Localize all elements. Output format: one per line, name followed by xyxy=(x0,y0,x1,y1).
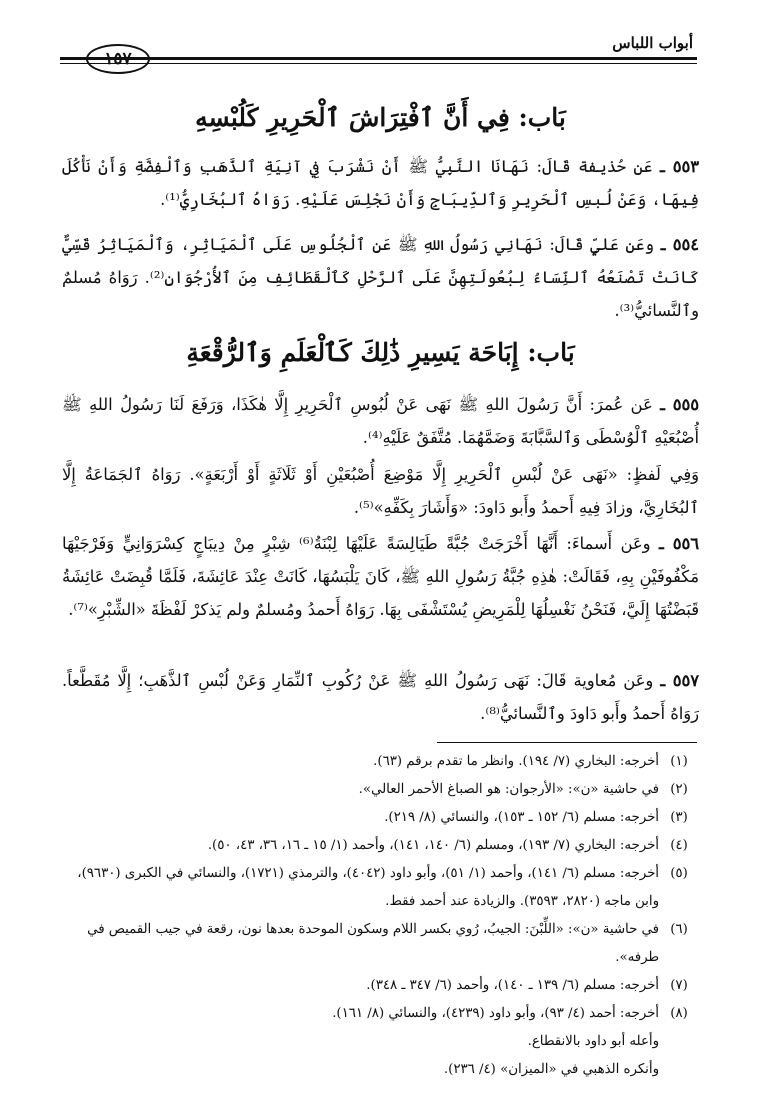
chapter-heading: بَاب: إِبَاحَة يَسِيرِ ذَٰلِكَ كَٱلْعَلَمِ وَٱلرُّقْعَةِ xyxy=(186,338,575,367)
hadith-paragraph xyxy=(62,388,699,454)
hadith-number: ٥٥٥ ـ xyxy=(660,395,699,414)
footnote-continuation: وأنكره الذهبي في «الميزان» (٤/ ٢٣٦). xyxy=(443,1062,659,1077)
footnote-text: أخرجه: البخاري (٧/ ١٩٤). وانظر ما تقدم برقم (٦٣). xyxy=(373,754,659,769)
header-rule-thick xyxy=(60,57,697,60)
hadith-paragraph xyxy=(62,458,699,524)
hadith-paragraph xyxy=(62,527,699,626)
hadith-text: عَن حُذيفة قَالَ: نَهَانَا النَّبِيُّ ﷺ أَنْ نَشْرَبَ فِي آنِيَةِ ٱلذَّهَبِ وَٱلْفِضَّةِ وَأَنْ نَأْكُلَ فِيهَا، وَعَنْ لُبسِ ٱلْحَرِيرِ وَٱلدِّيبَاجِ وَأَنْ نَجْلِسَ عَلَيْهِ. رَوَاهُ ٱلبُخَارِيُّ⁽¹⁾. xyxy=(62,157,699,209)
hadith-paragraph xyxy=(62,150,699,216)
running-title: أبواب اللباس xyxy=(612,34,693,52)
footnote-text: أخرجه: مسلم (٦/ ١٤١)، وأحمد (١/ ٥١)، وأبو داود (٤٠٤٢)، والترمذي (١٧٢١)، والنسائي في الكبرى (٩٦٣٠)، وابن ماجه (٢٨٢٠، ٣٥٩٣). والزيادة عند أحمد فقط. xyxy=(77,866,659,909)
footnote-separator xyxy=(437,742,697,743)
footnote xyxy=(62,1000,699,1028)
footnote-marker: (١) xyxy=(670,754,688,769)
footnote xyxy=(62,804,699,832)
hadith-text: وعَن أَسماءَ: أَنَّهَا أَخْرَجَتْ جُبَّةً طَيَالِسَةً عَلَيْهَا لِبْنَةُ⁽⁶⁾ شِبْرٍ مِنْ دِيبَاجٍ كِسْرَوَانِيٍّ وَفَرْجَيْهَا مَكْفُوفَيْنِ بِهِ، فَقَالَتْ: هٰذِهِ جُبَّةُ رَسُولِ اللهِ ﷺ، كَانَ يَلْبَسُهَا، كَانَتْ عِنْدَ عَائِشَةَ، فَلَمَّا قُبِضَتْ عَائِشَةُ قَبَضْتُهَا إِلَيَّ، فَنَحْنُ نَغْسِلُهَا لِلْمَرِيضِ يُسْتَشْفَى بِهَا. رَوَاهُ أَحمدُ ومُسلمٌ ولم يَذكرْ لَفْظَةَ «الشِّبْرِ»⁽⁷⁾. xyxy=(62,534,699,619)
hadith-number: ٥٥٧ ـ xyxy=(660,671,699,690)
hadith-paragraph xyxy=(62,228,699,327)
hadith-text: عَن عُمرَ: أَنَّ رَسُولَ اللهِ ﷺ نَهَى عَنْ لُبُوسِ ٱلْحَرِيرِ إِلَّا هٰكَذَا، وَرَفَعَ لَنَا رَسُولُ اللهِ ﷺ أُصْبُعَيْهِ ٱلْوُسْطَى وَٱلسَّبَّابَةَ وَضَمَّهُمَا. مُتَّفَقٌ عَلَيْهِ⁽⁴⁾. xyxy=(62,395,699,447)
footnote xyxy=(62,748,699,776)
hadith-text: وعَن عَليٍّ قَالَ: نَهَانِي رَسُولُ اللهِ ﷺ عَنِ ٱلْجُلُوسِ عَلَى ٱلْمَيَاثِرِ، وَٱلْمَيَاثِرُ قَسِّيٌّ كَانَتْ تَصْنَعُهُ ٱلنِّسَاءُ لِبُعُولَتِهِنَّ عَلَى ٱلرَّحْلِ كَٱلْقَطَائِفِ مِنَ ٱلأُرْجُوَانِ⁽²⁾. رَوَاهُ مُسلمٌ وٱلنَّسائيُّ⁽³⁾. xyxy=(62,235,699,320)
footnote-marker: (٣) xyxy=(670,810,688,825)
hadith-number: ٥٥٤ ـ xyxy=(660,235,699,254)
footnote xyxy=(62,916,699,972)
footnote-marker: (٨) xyxy=(670,1006,688,1021)
footnote-text: أخرجه: مسلم (٦/ ١٣٩ ـ ١٤٠)، وأحمد (٦/ ٣٤٧ ـ ٣٤٨). xyxy=(366,978,659,993)
chapter-heading: بَاب: فِي أَنَّ ٱفْتِرَاشَ ٱلْحَرِيرِ كَلُبْسِهِ xyxy=(195,103,566,132)
footnote-marker: (٥) xyxy=(670,866,688,881)
header-rule-thin xyxy=(60,63,697,64)
footnote-marker: (٦) xyxy=(670,922,688,937)
footnote xyxy=(62,776,699,804)
footnote-continuation: وأعله أبو داود بالانقطاع. xyxy=(527,1034,659,1049)
footnote-text: في حاشية «ن»: «الأرجوان: هو الصباغ الأحمر العالي». xyxy=(358,782,659,797)
footnote-marker: (٧) xyxy=(670,978,688,993)
footnote xyxy=(62,860,699,916)
footnote-text: أخرجه: مسلم (٦/ ١٥٢ ـ ١٥٣)، والنسائي (٨/ ٢١٩). xyxy=(384,810,659,825)
hadith-text: وعَن مُعاوية قَالَ: نَهَى رَسُولُ اللهِ ﷺ عَنْ رُكُوبِ ٱلنِّمَارِ وَعَنْ لُبْسِ ٱلذَّهَبِ؛ إِلَّا مُقَطَّعاً. رَوَاهُ أَحمدُ وأَبو دَاودَ وٱلنَّسائيُّ⁽⁸⁾. xyxy=(62,671,699,723)
hadith-text: وَفِي لَفظٍ: «نَهَى عَنْ لُبْسِ ٱلْحَرِيرِ إِلَّا مَوْضِعَ أُصْبُعَيْنِ أَوْ ثَلَاثَةٍ أَوْ أَرْبَعَةٍ». رَوَاهُ ٱلجَمَاعَةُ إِلَّا ٱلبُخَارِيَّ، وزادَ فِيهِ أَحمدُ وأَبو دَاودَ: «وَأَشَارَ بِكَفِّهِ»⁽⁵⁾. xyxy=(62,465,699,517)
footnote-marker: (٤) xyxy=(670,838,688,853)
footnote-text: أخرجه: البخاري (٧/ ١٩٣)، ومسلم (٦/ ١٤٠، ١٤١)، وأحمد (١/ ١٥ ـ ١٦، ٣٦، ٤٣، ٥٠). xyxy=(207,838,659,853)
hadith-paragraph xyxy=(62,664,699,730)
footnote-text: أخرجه: أحمد (٤/ ٩٣)، وأبو داود (٤٢٣٩)، والنسائي (٨/ ١٦١). xyxy=(332,1006,659,1021)
hadith-number: ٥٥٣ ـ xyxy=(659,157,699,176)
footnote xyxy=(62,832,699,860)
footnotes xyxy=(62,748,699,1084)
footnote-marker: (٢) xyxy=(670,782,688,797)
footnote xyxy=(62,972,699,1000)
hadith-number: ٥٥٦ ـ xyxy=(658,534,699,553)
footnote-text: في حاشية «ن»: «اللِّبْنَ: الجيبُ، رُوي بكسر اللام وسكون الموحدة بعدها نون، رقعة في جيب القميص في طرفه». xyxy=(87,922,659,965)
